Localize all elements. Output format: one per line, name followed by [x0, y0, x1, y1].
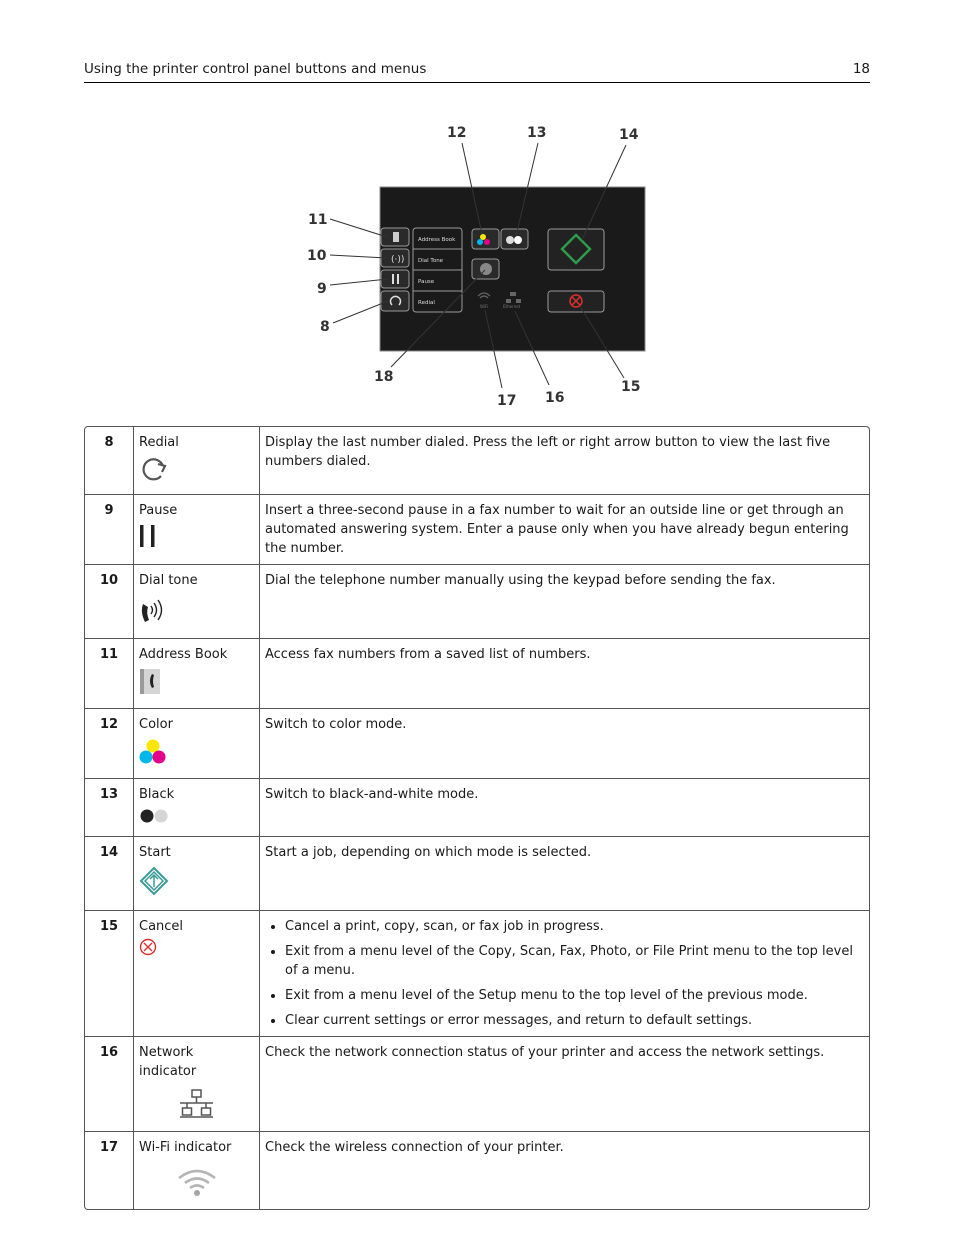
button-name: Start: [139, 845, 171, 860]
header-title: Using the printer control panel buttons and menus: [84, 61, 427, 77]
table-row: [84, 495, 870, 565]
panel-network-indicator: [510, 292, 516, 296]
callout-18: 18: [374, 369, 394, 385]
start-icon: [139, 866, 254, 904]
row-number: 17: [84, 1132, 134, 1210]
callout-8: 8: [320, 319, 330, 335]
button-descriptions-table: [84, 426, 870, 1210]
panel-redial-button: [381, 291, 409, 311]
table-row: [84, 779, 870, 837]
list-item: • Clear current settings or error messages, and return to default settings.: [285, 1011, 864, 1030]
callout-15: 15: [621, 379, 641, 395]
panel-label-redial: Redial: [418, 300, 435, 306]
button-name: Network indicator: [139, 1045, 197, 1079]
table-row: [84, 911, 870, 1037]
cancel-icon: [139, 938, 254, 964]
callout-17: 17: [497, 393, 517, 409]
svg-text:(·)): (·)): [391, 255, 405, 265]
list-item: • Exit from a menu level of the Setup menu to the top level of the previous mode.: [285, 986, 864, 1005]
callout-9: 9: [317, 281, 327, 297]
list-item: • Exit from a menu level of the Copy, Scan, Fax, Photo, or File Print menu to the top level of a menu.: [285, 942, 864, 980]
button-name: Pause: [139, 503, 178, 518]
callout-13: 13: [527, 125, 547, 141]
callout-10: 10: [307, 248, 327, 264]
table-row: [84, 837, 870, 911]
row-number: 11: [84, 639, 134, 709]
row-number: 12: [84, 709, 134, 779]
row-description: Start a job, depending on which mode is selected.: [260, 837, 870, 911]
panel-label-dial-tone: Dial Tone: [418, 258, 444, 264]
row-number: 14: [84, 837, 134, 911]
black-icon: [139, 808, 254, 830]
row-description: Access fax numbers from a saved list of numbers.: [260, 639, 870, 709]
dial-tone-icon: [139, 598, 254, 632]
table-row: [84, 639, 870, 709]
panel-body: [380, 187, 645, 351]
panel-label-wifi: WiFi: [480, 304, 489, 309]
button-name: Address Book: [139, 647, 228, 662]
row-description: Dial the telephone number manually using the keypad before sending the fax.: [260, 565, 870, 639]
list-item: • Cancel a print, copy, scan, or fax job in progress.: [285, 917, 864, 936]
row-number: 15: [84, 911, 134, 1037]
color-icon: [139, 738, 254, 772]
row-description: Insert a three-second pause in a fax number to wait for an outside line or get through an automated answering system. Enter a pause only when you have already begun entering the number.: [260, 495, 870, 565]
cancel-bullet-list: [265, 917, 864, 1030]
button-name: Dial tone: [139, 573, 198, 588]
row-number: 16: [84, 1037, 134, 1132]
row-description: Check the network connection status of your printer and access the network settings.: [260, 1037, 870, 1132]
callout-11: 11: [308, 212, 328, 228]
wifi-icon: [139, 1167, 254, 1203]
row-number: 9: [84, 495, 134, 565]
page-number: 18: [852, 61, 870, 77]
table-row: [84, 1037, 870, 1132]
button-name: Black: [139, 787, 175, 802]
callout-16: 16: [545, 390, 565, 406]
button-name: Wi-Fi indicator: [139, 1140, 232, 1155]
callout-12: 12: [447, 125, 467, 141]
pause-icon: [139, 524, 254, 556]
row-description: Switch to black-and-white mode.: [260, 779, 870, 837]
table-row: [84, 709, 870, 779]
redial-icon: [139, 456, 254, 488]
row-number: 8: [84, 426, 134, 495]
address-book-icon: [139, 668, 254, 702]
panel-color-button: [472, 229, 499, 249]
row-number: 10: [84, 565, 134, 639]
button-name: Redial: [139, 435, 179, 450]
panel-label-ethernet: Ethernet: [503, 304, 521, 309]
table-row: [84, 426, 870, 495]
control-panel-figure: [300, 118, 660, 418]
button-name: Cancel: [139, 919, 184, 934]
button-name: Color: [139, 717, 173, 732]
row-description: Switch to color mode.: [260, 709, 870, 779]
network-icon: [139, 1089, 254, 1125]
callout-14: 14: [619, 127, 639, 143]
page-header: [84, 60, 870, 83]
table-row: [84, 565, 870, 639]
row-description: Display the last number dialed. Press the left or right arrow button to view the last five numbers dialed.: [260, 426, 870, 495]
row-number: 13: [84, 779, 134, 837]
panel-label-pause: Pause: [418, 279, 435, 285]
table-row: [84, 1132, 870, 1210]
panel-label-address-book: Address Book: [418, 237, 456, 243]
row-description: Check the wireless connection of your printer.: [260, 1132, 870, 1210]
